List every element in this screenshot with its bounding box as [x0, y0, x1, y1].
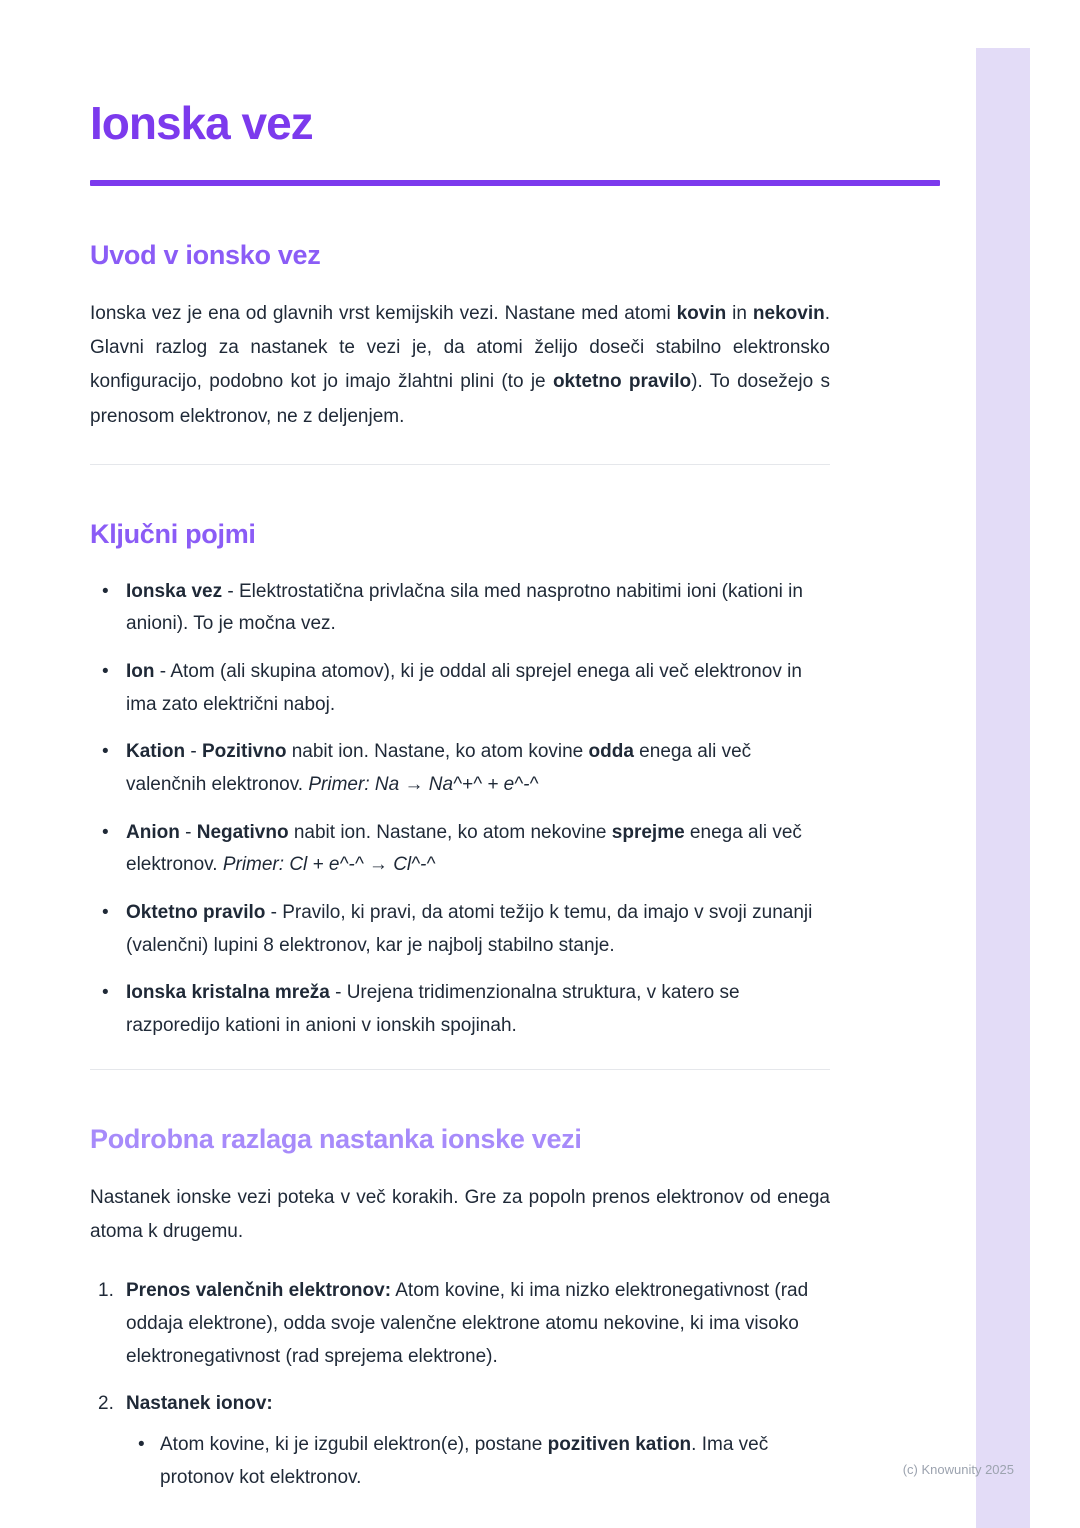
list-item	[90, 736, 830, 801]
key-terms-list	[90, 576, 830, 1043]
sub-list-item-text: Atom kovine, ki je izgubil elektron(e), postane pozitiven kation. Ima več protonov kot elektronov.	[160, 1433, 769, 1488]
step-text: Prenos valenčnih elektronov: Atom kovine, ki ima nizko elektronegativnost (rad oddaja elektrone), odda svoje valenčne elektrone atomu nekovine, ki ima visoko elektronegativnost (rad sprejema elektrone).	[126, 1280, 809, 1367]
footer-credit: (c) Knowunity 2025	[902, 1462, 1014, 1477]
list-item	[90, 897, 830, 962]
sub-list-item	[126, 1429, 826, 1494]
section-divider	[90, 464, 830, 465]
intro-paragraph: Ionska vez je ena od glavnih vrst kemijskih vezi. Nastane med atomi kovin in nekovin. Glavni razlog za nastanek te vezi je, da atomi želijo doseči stabilno elektronsko konfiguracijo, podobno kot jo imajo žlahtni plini (to je oktetno pravilo). To dosežejo s prenosom elektronov, ne z deljenjem.	[90, 303, 830, 427]
section-heading-detail: Podrobna razlaga nastanka ionske vezi	[90, 1123, 582, 1154]
sub-list	[126, 1429, 826, 1494]
list-item-text: Oktetno pravilo - Pravilo, ki pravi, da atomi težijo k temu, da imajo v svoji zunanji (valenčni) lupini 8 elektronov, kar je najbolj stabilno stanje.	[126, 902, 813, 956]
bullet-marker: •	[138, 1433, 145, 1455]
list-item	[90, 817, 830, 882]
list-item-text: Kation - Pozitivno nabit ion. Nastane, ko atom kovine odda enega ali več valenčnih elektronov. Primer: Na → Na^+^ + e^-^	[126, 741, 752, 796]
list-item	[90, 977, 830, 1042]
document-content	[90, 96, 940, 1509]
steps-list	[90, 1275, 830, 1494]
step-number: 1.	[98, 1280, 114, 1302]
list-item-text: Ionska vez - Elektrostatična privlačna sila med nasprotno nabitimi ioni (kationi in anioni). To je močna vez.	[126, 580, 803, 635]
title-underline-rule	[90, 180, 940, 186]
bullet-marker: •	[102, 580, 109, 602]
list-item-text: Ionska kristalna mreža - Urejena tridimenzionalna struktura, v katero se razporedijo kationi in anioni v ionskih spojinah.	[126, 982, 740, 1037]
section-divider	[90, 1069, 830, 1070]
list-item	[90, 576, 830, 641]
bullet-marker: •	[102, 741, 109, 763]
page-title: Ionska vez	[90, 97, 313, 149]
bullet-marker: •	[102, 661, 109, 683]
side-accent-strip	[976, 48, 1030, 1528]
detail-paragraph: Nastanek ionske vezi poteka v več korakih. Gre za popoln prenos elektronov od enega atoma k drugemu.	[90, 1186, 830, 1242]
list-item	[90, 656, 830, 721]
section-heading-intro: Uvod v ionsko vez	[90, 240, 321, 270]
step-text: Nastanek ionov:	[126, 1393, 273, 1415]
list-item-text: Ion - Atom (ali skupina atomov), ki je oddal ali sprejel enega ali več elektronov in ima zato električni naboj.	[126, 661, 802, 715]
step-number: 2.	[98, 1393, 114, 1415]
step-item	[90, 1388, 830, 1494]
step-item	[90, 1275, 830, 1373]
section-heading-key-terms: Ključni pojmi	[90, 518, 256, 549]
bullet-marker: •	[102, 982, 109, 1004]
list-item-text: Anion - Negativno nabit ion. Nastane, ko atom nekovine sprejme enega ali več elektronov. Primer: Cl + e^-^ → Cl^-^	[126, 821, 802, 876]
bullet-marker: •	[102, 902, 109, 924]
bullet-marker: •	[102, 821, 109, 843]
